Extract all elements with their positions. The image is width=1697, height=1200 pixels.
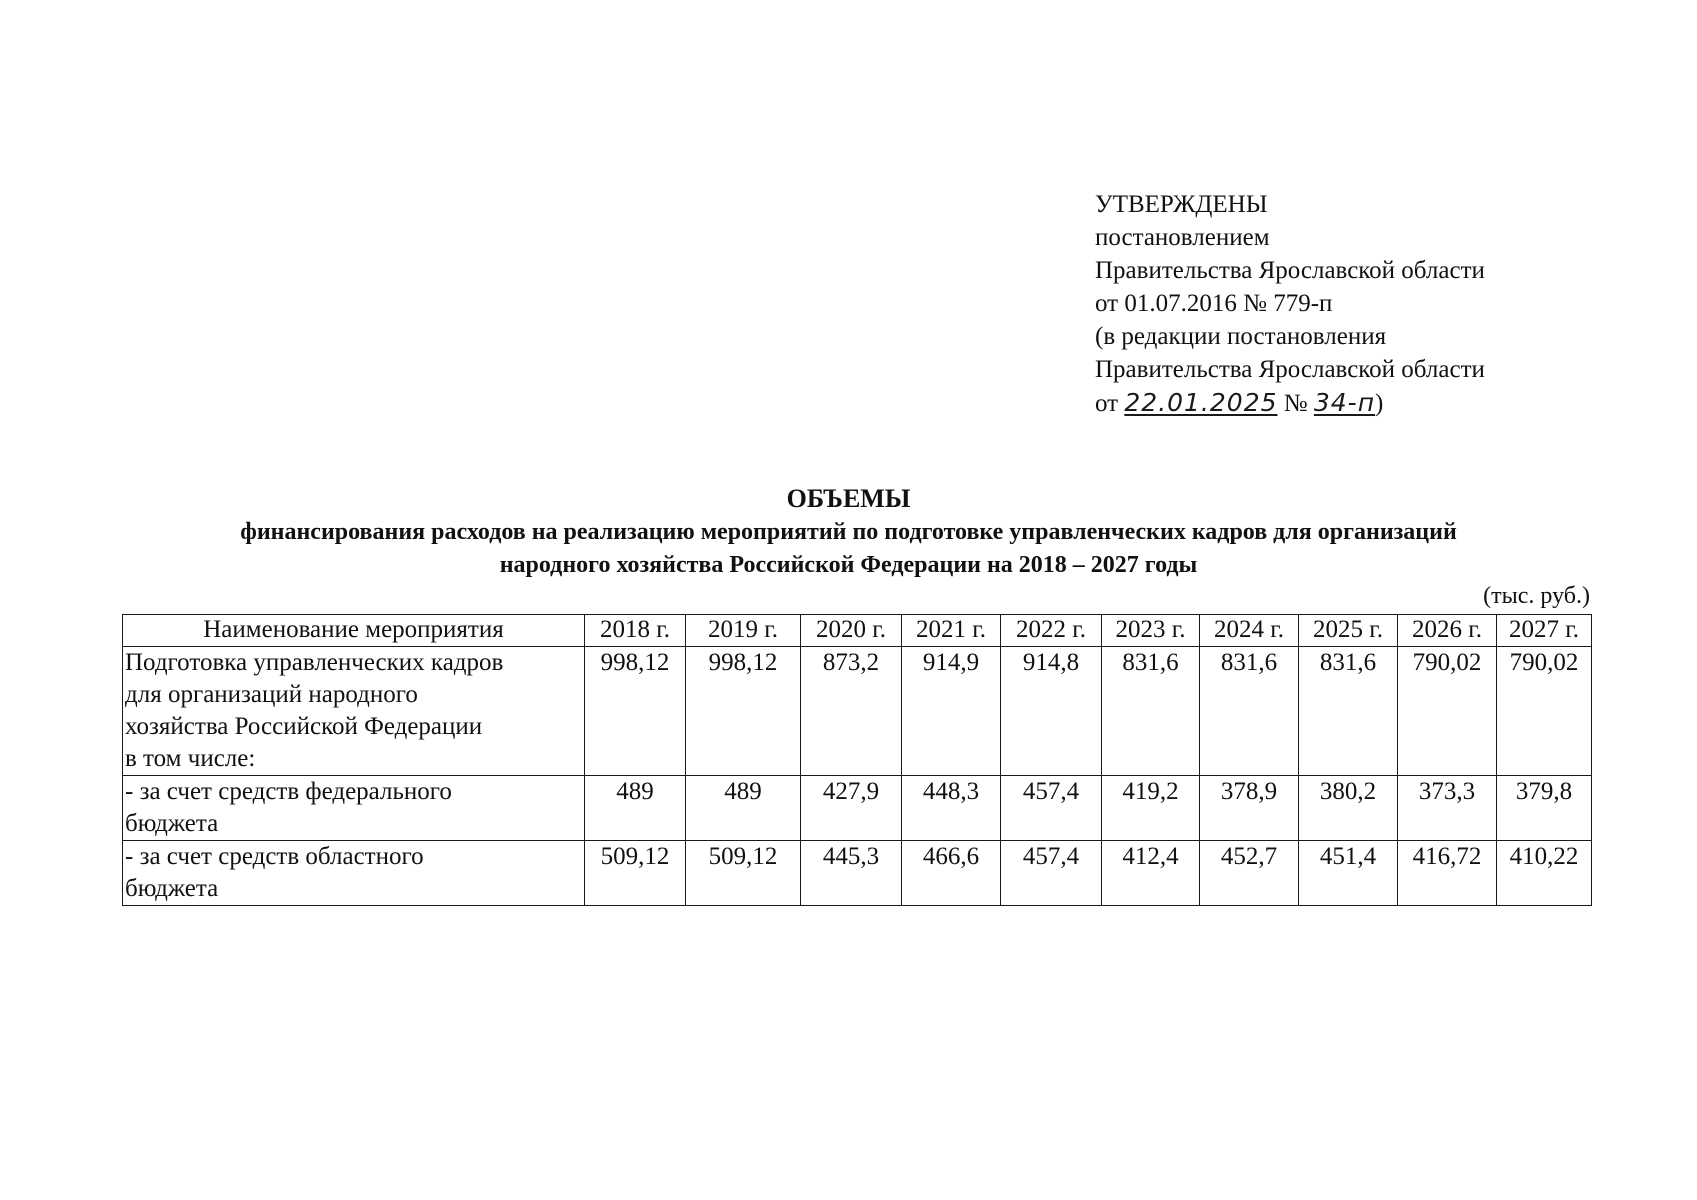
value-cell: 427,9 xyxy=(801,776,902,841)
value-cell: 451,4 xyxy=(1299,841,1398,906)
approval-line: УТВЕРЖДЕНЫ xyxy=(1095,191,1268,218)
value-cell: 509,12 xyxy=(686,841,801,906)
number-sign: № xyxy=(1283,390,1308,417)
value-cell: 419,2 xyxy=(1102,776,1200,841)
value-cell: 378,9 xyxy=(1200,776,1299,841)
header-year: 2019 г. xyxy=(686,615,801,647)
approval-last-prefix: от xyxy=(1095,390,1119,417)
table-row xyxy=(123,776,1592,841)
handwritten-date: 22.01.2025 xyxy=(1124,388,1278,417)
value-cell: 445,3 xyxy=(801,841,902,906)
row-name-line: - за счет средств областного xyxy=(125,843,424,870)
header-year: 2027 г. xyxy=(1497,615,1592,647)
value-cell: 489 xyxy=(585,776,686,841)
row-name-cell xyxy=(123,841,585,906)
value-cell: 452,7 xyxy=(1200,841,1299,906)
approval-line: (в редакции постановления xyxy=(1095,323,1387,350)
table-row xyxy=(123,841,1592,906)
value-cell: 790,02 xyxy=(1398,647,1497,776)
title-main: ОБЪЕМЫ xyxy=(786,484,911,513)
value-cell: 998,12 xyxy=(686,647,801,776)
handwritten-number: 34-п xyxy=(1313,388,1376,417)
approval-last-line xyxy=(1095,386,1615,420)
value-cell: 831,6 xyxy=(1200,647,1299,776)
title-sub-line1: финансирования расходов на реализацию мероприятий по подготовке управленческих кадров для организаций xyxy=(240,519,1457,545)
approval-line: постановлением xyxy=(1095,224,1270,251)
row-name-line: для организаций народного xyxy=(125,681,418,708)
row-name-line: в том числе: xyxy=(125,745,256,772)
closing-paren: ) xyxy=(1375,390,1384,417)
header-year: 2025 г. xyxy=(1299,615,1398,647)
row-name-cell xyxy=(123,647,585,776)
value-cell: 379,8 xyxy=(1497,776,1592,841)
header-year: 2020 г. xyxy=(801,615,902,647)
value-cell: 466,6 xyxy=(902,841,1001,906)
value-cell: 998,12 xyxy=(585,647,686,776)
row-name-line: бюджета xyxy=(125,810,219,837)
value-cell: 373,3 xyxy=(1398,776,1497,841)
header-year: 2021 г. xyxy=(902,615,1001,647)
title-sub-line2: народного хозяйства Российской Федерации на 2018 – 2027 годы xyxy=(499,552,1198,578)
value-cell: 448,3 xyxy=(902,776,1001,841)
value-cell: 873,2 xyxy=(801,647,902,776)
value-cell: 914,9 xyxy=(902,647,1001,776)
value-cell: 412,4 xyxy=(1102,841,1200,906)
approval-block xyxy=(1095,188,1615,420)
row-name-line: бюджета xyxy=(125,875,219,902)
row-name-line: - за счет средств федерального xyxy=(125,778,452,805)
approval-line: от 01.07.2016 № 779-п xyxy=(1095,290,1333,317)
value-cell: 457,4 xyxy=(1001,776,1102,841)
value-cell: 380,2 xyxy=(1299,776,1398,841)
value-cell: 831,6 xyxy=(1299,647,1398,776)
header-year: 2022 г. xyxy=(1001,615,1102,647)
financing-table xyxy=(122,614,1592,906)
value-cell: 914,8 xyxy=(1001,647,1102,776)
approval-line: Правительства Ярославской области xyxy=(1095,356,1485,383)
value-cell: 831,6 xyxy=(1102,647,1200,776)
value-cell: 457,4 xyxy=(1001,841,1102,906)
header-year: 2026 г. xyxy=(1398,615,1497,647)
unit-label: (тыс. руб.) xyxy=(1483,583,1590,609)
value-cell: 489 xyxy=(686,776,801,841)
row-name-line: Подготовка управленческих кадров xyxy=(125,649,504,676)
value-cell: 509,12 xyxy=(585,841,686,906)
header-year: 2023 г. xyxy=(1102,615,1200,647)
table-row xyxy=(123,647,1592,776)
header-year: 2024 г. xyxy=(1200,615,1299,647)
header-name: Наименование мероприятия xyxy=(123,615,585,647)
value-cell: 416,72 xyxy=(1398,841,1497,906)
document-title xyxy=(0,482,1697,582)
header-year: 2018 г. xyxy=(585,615,686,647)
row-name-cell xyxy=(123,776,585,841)
value-cell: 790,02 xyxy=(1497,647,1592,776)
value-cell: 410,22 xyxy=(1497,841,1592,906)
row-name-line: хозяйства Российской Федерации xyxy=(125,713,483,740)
table-header-row xyxy=(123,615,1592,647)
approval-line: Правительства Ярославской области xyxy=(1095,257,1485,284)
